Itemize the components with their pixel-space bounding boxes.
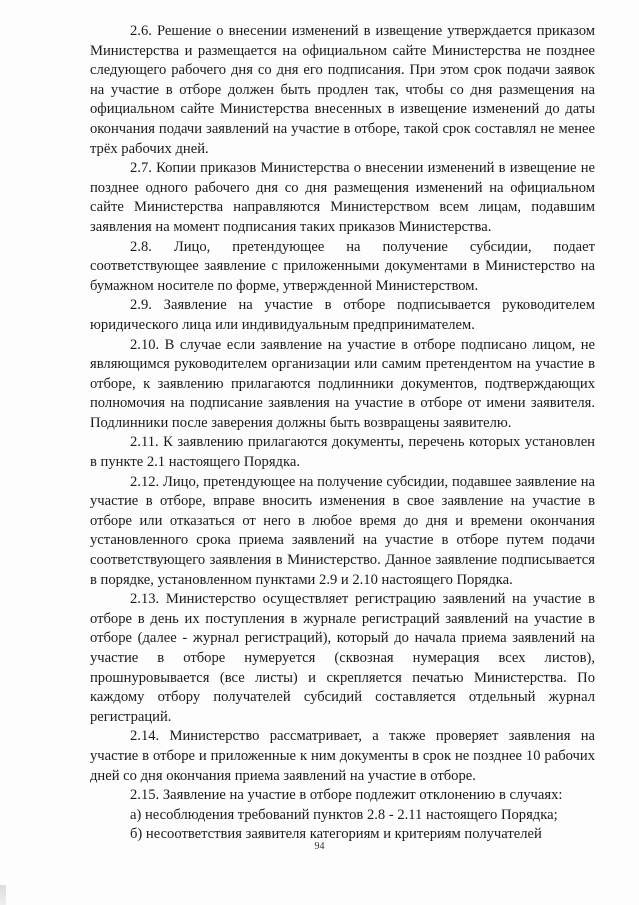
paragraph-2-12: 2.12. Лицо, претендующее на получение субсидии, подавшее заявление на участие в отборе, вправе вносить изменения в свое заявление на участие в отборе или отказаться от него в любое время до дня и времени окончания установленного срока приема заявлений на участие в отборе путем подачи соответствующего заявления в Министерство. Данное заявление подписывается в порядке, установленном пунктами 2.9 и 2.10 настоящего Порядка. [90,473,595,588]
paragraph-2-10: 2.10. В случае если заявление на участие в отборе подписано лицом, не являющимся руководителем организации или самим претендентом на участие в отборе, к заявлению прилагаются подлинники документов, подтверждающих полномочия на подписание заявления на участие в отборе от имени заявителя. Подлинники после заверения должны быть возвращены заявителю. [90,336,595,431]
list-item-b: б) несоответствия заявителя категориям и критериям получателей [130,826,542,843]
paragraph-2-11: 2.11. К заявлению прилагаются документы, перечень которых установлен в пункте 2.1 настоящего Порядка. [90,434,595,471]
paragraph-2-15: 2.15. Заявление на участие в отборе подлежит отклонению в случаях: [130,787,563,804]
paragraph-2-9: 2.9. Заявление на участие в отборе подписывается руководителем юридического лица или индивидуальным предпринимателем. [90,297,595,333]
paragraph-2-8: 2.8. Лицо, претендующее на получение субсидии, подает соответствующее заявление с приложенными документами в Министерство на бумажном носителе по форме, утвержденной Министерством. [90,238,595,294]
paragraph-2-14: 2.14. Министерство рассматривает, а также проверяет заявления на участие в отборе и приложенные к ним документы в срок не позднее 10 рабочих дней со дня окончания приема заявлений на участие в отборе. [90,728,595,784]
list-item-a: а) несоблюдения требований пунктов 2.8 - 2.11 настоящего Порядка; [130,806,558,823]
page-number: 94 [314,841,325,852]
paragraph-2-13: 2.13. Министерство осуществляет регистрацию заявлений на участие в отборе в день их поступления в журнале регистраций заявлений на участие в отборе (далее - журнал регистраций), который до начала приема заявлений на участие в отборе нумеруется (сквозная нумерация всех листов), прошнуровывается (все листы) и скрепляется печатью Министерства. По каждому отбору получателей субсидий составляется отдельный журнал регистраций. [90,591,595,725]
scan-edge-mark [0,885,6,905]
paragraph-2-6: 2.6. Решение о внесении изменений в извещение утверждается приказом Министерства и размещается на официальном сайте Министерства не позднее следующего рабочего дня со дня его подписания. При этом срок подачи заявок на участие в отборе должен быть продлен так, чтобы со дня размещения на официальном сайте Министерства внесенных в извещение изменений до даты окончания подачи заявлений на участие в отборе, такой срок составлял не менее трёх рабочих дней. [90,23,595,157]
paragraph-2-7: 2.7. Копии приказов Министерства о внесении изменений в извещение не позднее одного рабочего дня со дня размещения изменений на официальном сайте Министерства направляются Министерством всем лицам, подавшим заявления на момент подписания таких приказов Министерства. [90,160,595,235]
